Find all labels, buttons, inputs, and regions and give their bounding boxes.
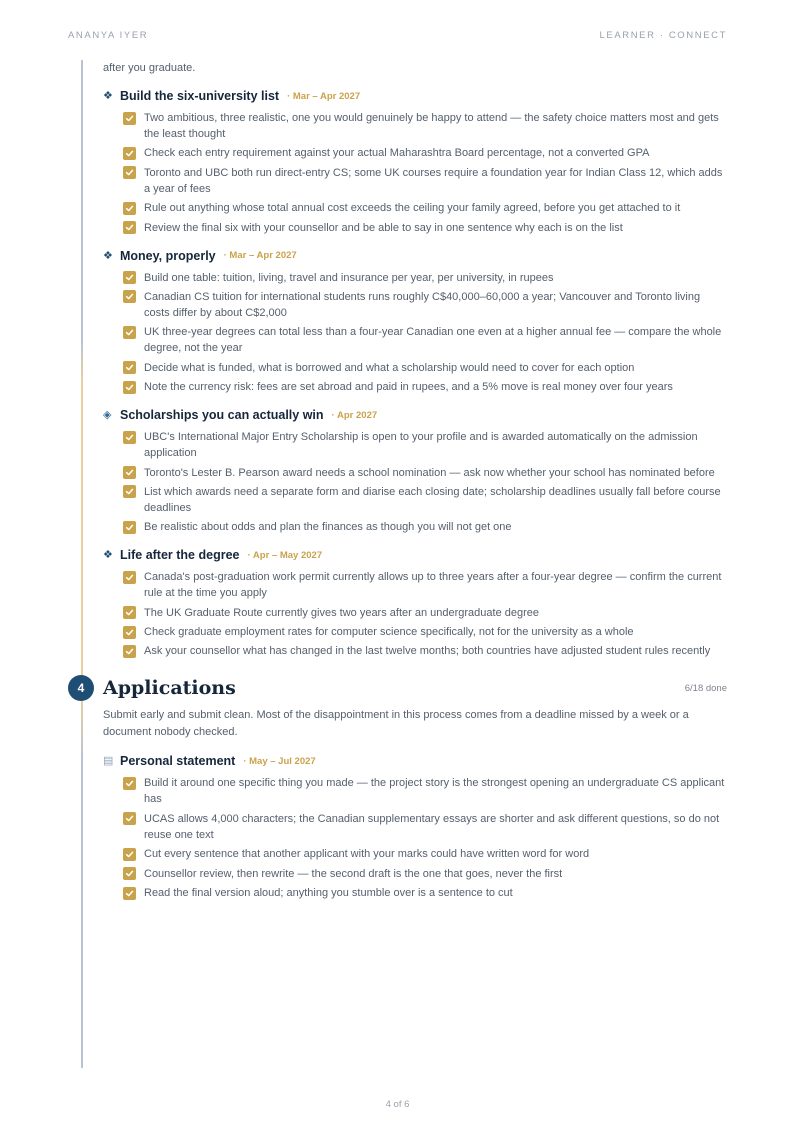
checkbox-checked-icon[interactable]	[123, 361, 136, 374]
checklist-item-text: Canada's post-graduation work permit currently allows up to three years after a four-year degree — confirm the current rule at the time you apply	[144, 571, 722, 600]
checklist-item	[103, 289, 727, 321]
checklist-item	[103, 484, 727, 516]
checklist-item	[103, 220, 727, 236]
checklist-item	[103, 811, 727, 843]
checkbox-checked-icon[interactable]	[123, 221, 136, 234]
checklist-item	[103, 360, 727, 376]
section-number-badge: 4	[68, 675, 94, 701]
checklist-item	[103, 775, 727, 807]
checklist-item-text: Two ambitious, three realistic, one you would genuinely be happy to attend — the safety choice matters most and gets the least thought	[144, 112, 719, 140]
checklist-item	[103, 165, 727, 197]
filled-diamond-icon: ❖	[103, 549, 113, 562]
section-title: Applications	[103, 677, 236, 700]
subsection-header	[103, 407, 727, 423]
subsection-title: Scholarships you can actually win	[120, 408, 324, 423]
outline-diamond-icon: ◈	[103, 409, 112, 422]
checkbox-checked-icon[interactable]	[123, 381, 136, 394]
subsection-title: Life after the degree	[120, 548, 240, 563]
section-description: Submit early and submit clean. Most of the disappointment in this process comes from a deadline missed by a week or a document nobody checked.	[103, 709, 689, 739]
subsection-date: · May – Jul 2027	[243, 755, 316, 767]
checklist-item	[103, 569, 727, 601]
checklist-item-text: Rule out anything whose total annual cost exceeds the ceiling your family agreed, before you get attached to it	[144, 202, 681, 215]
checklist-item-text: Build one table: tuition, living, travel and insurance per year, per university, in rupees	[144, 271, 554, 284]
checklist-item	[103, 324, 727, 356]
checklist-item-text: Be realistic about odds and plan the finances as though you will not get one	[144, 521, 512, 534]
checklist	[103, 270, 727, 396]
timeline-line	[81, 60, 83, 1068]
filled-diamond-icon: ❖	[103, 249, 113, 262]
checklist-item-text: The UK Graduate Route currently gives two years after an undergraduate degree	[144, 606, 540, 619]
checklist-item	[103, 605, 727, 621]
checkbox-checked-icon[interactable]	[123, 326, 136, 339]
subsection-list	[103, 88, 727, 659]
section-subsection-list	[103, 753, 727, 901]
subsection-header	[103, 753, 727, 769]
checklist-item	[103, 270, 727, 286]
checkbox-checked-icon[interactable]	[123, 777, 136, 790]
section-header	[77, 675, 727, 701]
checklist-item	[103, 145, 727, 161]
checkbox-checked-icon[interactable]	[123, 626, 136, 639]
checklist-item	[103, 465, 727, 481]
checklist	[103, 775, 727, 901]
checkbox-checked-icon[interactable]	[123, 848, 136, 861]
subsection	[103, 88, 727, 236]
checklist-item-text: Counsellor review, then rewrite — the second draft is the one that goes, never the first	[144, 867, 563, 880]
filled-diamond-icon: ❖	[103, 90, 113, 102]
checkbox-checked-icon[interactable]	[123, 521, 136, 534]
checklist-item	[103, 379, 727, 395]
checklist-item	[103, 643, 727, 659]
checkbox-checked-icon[interactable]	[123, 290, 136, 303]
checklist-item	[103, 624, 727, 640]
subsection-date: · Apr – May 2027	[247, 549, 323, 561]
checklist-item-text: UCAS allows 4,000 characters; the Canadian supplementary essays are shorter and ask different questions, so do not reuse one text	[144, 812, 720, 841]
subsection-title: Build the six-university list	[120, 89, 280, 103]
checklist-item-text: UBC's International Major Entry Scholarship is open to your profile and is awarded automatically on the admission application	[144, 431, 698, 460]
author-name: ANANYA IYER	[68, 30, 149, 41]
checkbox-checked-icon[interactable]	[123, 202, 136, 215]
section-progress-count: 6/18 done	[684, 682, 727, 694]
page-content	[77, 60, 727, 904]
checkbox-checked-icon[interactable]	[123, 147, 136, 160]
checklist-item-text: Ask your counsellor what has changed in the last twelve months; both countries have adjusted student rules recently	[144, 645, 711, 658]
checklist-item	[103, 429, 727, 461]
page-number: 4 of 6	[385, 1099, 410, 1110]
checkbox-checked-icon[interactable]	[123, 112, 136, 125]
checklist-item-text: Canadian CS tuition for international students runs roughly C$40,000–60,000 a year; Vancouver and Toronto living costs differ by about C$2,000	[144, 290, 701, 319]
checklist-item-text: Read the final version aloud; anything you stumble over is a sentence to cut	[144, 887, 513, 900]
subsection	[103, 248, 727, 396]
checklist-item-text: Decide what is funded, what is borrowed and what a scholarship would need to cover for each option	[144, 361, 635, 374]
checklist-item	[103, 110, 727, 142]
subsection-header	[103, 248, 727, 264]
checklist-item-text: Toronto and UBC both run direct-entry CS; some UK courses require a foundation year for Indian Class 12, which adds a year of fees	[144, 166, 723, 195]
checklist-item-text: Check each entry requirement against your actual Maharashtra Board percentage, not a converted GPA	[144, 147, 650, 160]
checkbox-checked-icon[interactable]	[123, 466, 136, 479]
document-icon: ▤	[103, 755, 114, 768]
subsection-date: · Apr 2027	[331, 409, 378, 421]
checkbox-checked-icon[interactable]	[123, 571, 136, 584]
subsection	[103, 407, 727, 535]
checkbox-checked-icon[interactable]	[123, 166, 136, 179]
checklist-item	[103, 885, 727, 901]
checklist	[103, 110, 727, 236]
subsection-date: · Mar – Apr 2027	[287, 90, 361, 102]
subsection-header	[103, 88, 727, 104]
checklist	[103, 429, 727, 535]
checklist-item-text: List which awards need a separate form and diarise each closing date; scholarship deadlines usually fall before course deadlines	[144, 485, 721, 514]
subsection	[103, 547, 727, 659]
checklist-item-text: Note the currency risk: fees are set abroad and paid in rupees, and a 5% move is real money over four years	[144, 381, 673, 394]
subsection-title: Personal statement	[120, 754, 236, 769]
checkbox-checked-icon[interactable]	[123, 867, 136, 880]
checklist-item-text: Build it around one specific thing you made — the project story is the strongest opening an undergraduate CS applicant has	[144, 777, 725, 806]
subsection-header	[103, 547, 727, 563]
checklist-item-text: Review the final six with your counsellor and be able to say in one sentence why each is on the list	[144, 221, 623, 234]
checkbox-checked-icon[interactable]	[123, 606, 136, 619]
checkbox-checked-icon[interactable]	[123, 887, 136, 900]
checklist-item	[103, 866, 727, 882]
checkbox-checked-icon[interactable]	[123, 271, 136, 284]
checklist-item-text: Check graduate employment rates for computer science specifically, not for the university as a whole	[144, 626, 634, 639]
checkbox-checked-icon[interactable]	[123, 431, 136, 444]
checklist-item-text: Cut every sentence that another applicant with your marks could have written word for word	[144, 848, 590, 861]
checklist-item	[103, 519, 727, 535]
checklist-item	[103, 846, 727, 862]
subsection-date: · Mar – Apr 2027	[223, 250, 297, 262]
checkbox-checked-icon[interactable]	[123, 485, 136, 498]
intro-text-tail: after you graduate.	[103, 62, 196, 74]
checklist-item-text: Toronto's Lester B. Pearson award needs a school nomination — ask now whether your school has nominated before	[144, 466, 715, 479]
checklist	[103, 569, 727, 659]
subsection	[103, 753, 727, 901]
checkbox-checked-icon[interactable]	[123, 812, 136, 825]
subsection-title: Money, properly	[120, 248, 216, 263]
checklist-item	[103, 200, 727, 216]
brand-name: LEARNER · CONNECT	[599, 30, 727, 41]
checklist-item-text: UK three-year degrees can total less than a four-year Canadian one even at a higher annual fee — compare the whole degree, not the year	[144, 326, 722, 355]
checkbox-checked-icon[interactable]	[123, 645, 136, 658]
